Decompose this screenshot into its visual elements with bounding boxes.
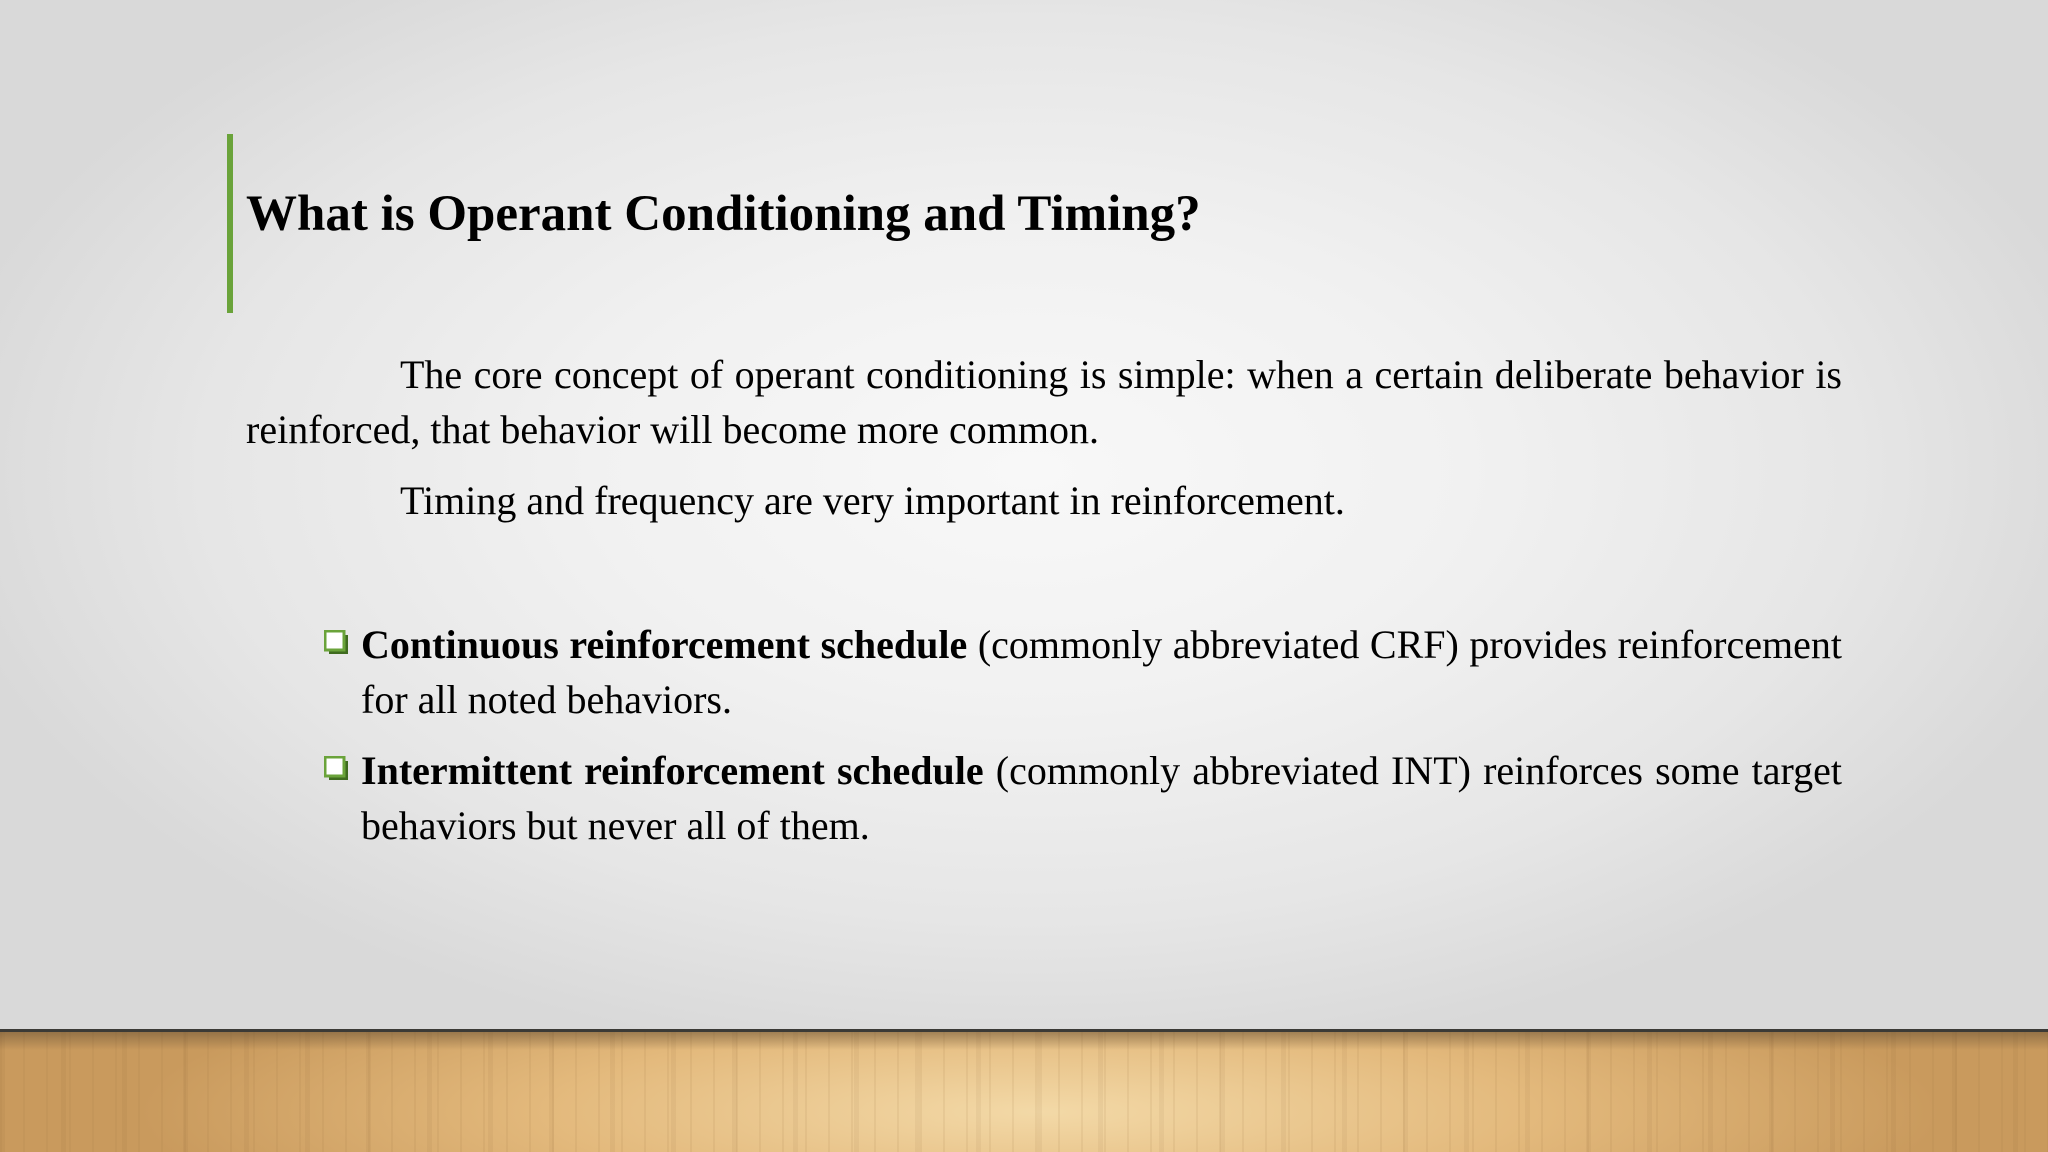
bullet-list <box>324 617 1842 869</box>
bullet-description: (commonly abbreviated CRF) provides reinforcement for all noted behaviors. <box>361 622 1842 722</box>
wood-floor <box>0 1032 2048 1152</box>
title-accent-bar <box>227 134 233 313</box>
bullet-item-intermittent <box>324 743 1842 853</box>
hollow-square-shadow-icon <box>324 756 349 781</box>
floor-shadow <box>0 1032 2048 1050</box>
paragraph-timing: Timing and frequency are very important in reinforcement. <box>400 478 1345 523</box>
bullet-item-continuous <box>324 617 1842 727</box>
hollow-square-shadow-icon <box>324 630 349 655</box>
bullet-term: Continuous reinforcement schedule <box>361 622 968 667</box>
paragraph-core-concept: The core concept of operant conditioning is simple: when a certain deliberate behavior is reinforced, that behavior will become more common. <box>246 352 1842 452</box>
bullet-description: (commonly abbreviated INT) reinforces some target behaviors but never all of them. <box>361 748 1843 848</box>
slide-title: What is Operant Conditioning and Timing? <box>246 186 1201 242</box>
bullet-term: Intermittent reinforcement schedule <box>361 748 984 793</box>
